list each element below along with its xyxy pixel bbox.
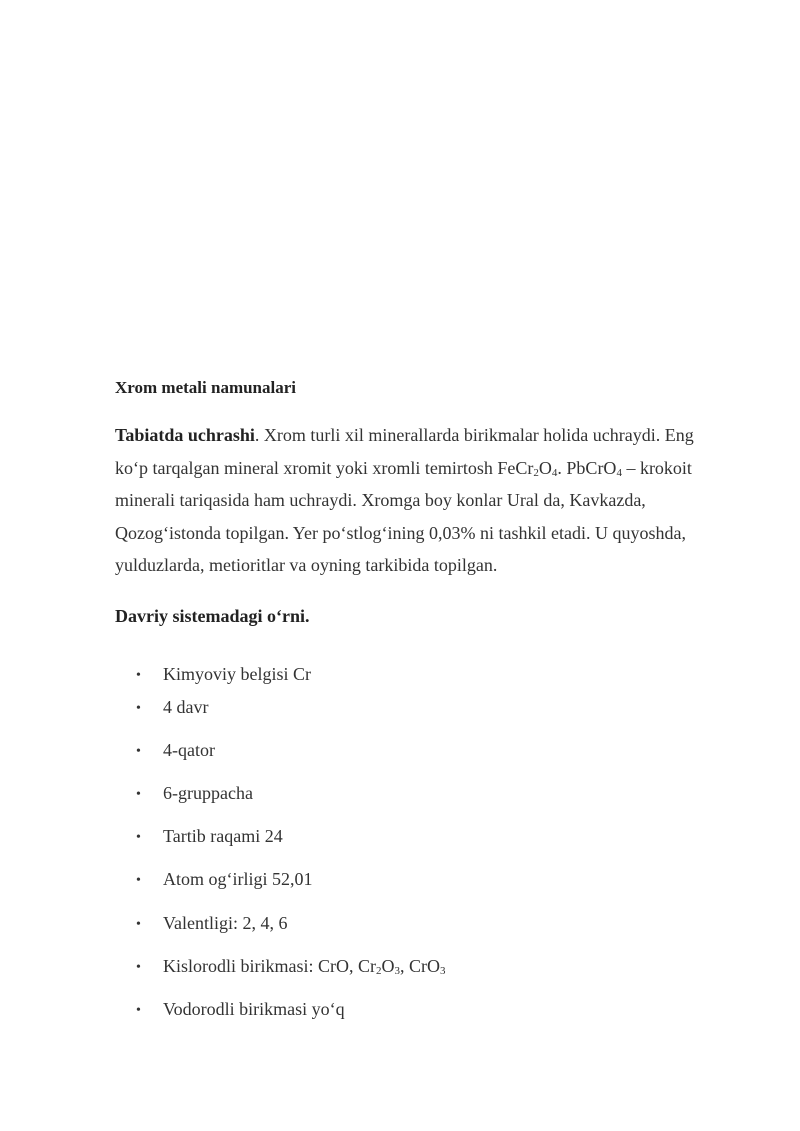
bullet-icon: • <box>136 668 141 683</box>
list-item <box>136 956 446 977</box>
subscript: 3 <box>394 965 400 977</box>
list-item <box>136 664 311 685</box>
occurrence-paragraph <box>115 419 730 582</box>
bullet-icon: • <box>136 1003 141 1018</box>
list-item-text: O <box>381 956 395 976</box>
list-item-text: 4-qator <box>163 740 215 760</box>
subscript: 4 <box>551 466 558 479</box>
image-caption: Xrom metali namunalari <box>115 378 297 397</box>
paragraph-line: minerali tariqasida ham uchraydi. Xromga boy konlar Ural da, Kavkazda, <box>115 490 646 510</box>
bullet-icon: • <box>136 744 141 759</box>
list-item-text: Tartib raqami 24 <box>163 826 283 846</box>
list-item-text: 6-gruppacha <box>163 783 253 803</box>
subscript: 2 <box>376 965 382 977</box>
paragraph-line: . Xrom turli xil minerallarda birikmalar holida uchraydi. Eng <box>254 425 694 445</box>
bullet-icon: • <box>136 701 141 716</box>
bullet-icon: • <box>136 873 141 888</box>
subscript: 2 <box>533 466 539 479</box>
list-item <box>136 869 313 890</box>
section-heading: Davriy sistemadagi o‘rni. <box>115 606 310 626</box>
list-item-text: 4 davr <box>163 697 209 717</box>
list-item <box>136 913 288 934</box>
paragraph-line: Qozog‘istonda topilgan. Yer po‘stlog‘ining 0,03% ni tashkil etadi. U quyoshda, <box>115 522 686 543</box>
paragraph-text: . PbCrO <box>557 457 617 478</box>
list-item <box>136 740 215 761</box>
list-item-text: Kimyoviy belgisi Cr <box>163 664 311 684</box>
subscript: 4 <box>616 466 622 479</box>
list-item-text: Atom og‘irligi 52,01 <box>163 869 313 889</box>
subscript: 3 <box>440 965 446 977</box>
list-item <box>136 826 283 847</box>
list-item-text: Kislorodli birikmasi: CrO, Cr <box>163 956 376 976</box>
bullet-icon: • <box>136 917 141 932</box>
list-item <box>136 783 253 804</box>
bullet-icon: • <box>136 960 141 975</box>
list-item-text: , CrO <box>400 956 440 976</box>
paragraph-text: – krokoit <box>621 457 692 478</box>
list-item-text: Vodorodli birikmasi yo‘q <box>163 999 345 1019</box>
paragraph-text: O <box>538 457 552 478</box>
list-item <box>136 697 209 718</box>
paragraph-line: yulduzlarda, metioritlar va oyning tarkibida topilgan. <box>115 555 498 575</box>
bullet-icon: • <box>136 830 141 845</box>
bullet-icon: • <box>136 787 141 802</box>
list-item-text: Valentligi: 2, 4, 6 <box>163 913 288 933</box>
list-item <box>136 999 345 1020</box>
occurrence-heading: Tabiatda uchrashi <box>115 425 255 445</box>
paragraph-line: ko‘p tarqalgan mineral xromit yoki xromli temirtosh FeCr <box>115 457 534 478</box>
